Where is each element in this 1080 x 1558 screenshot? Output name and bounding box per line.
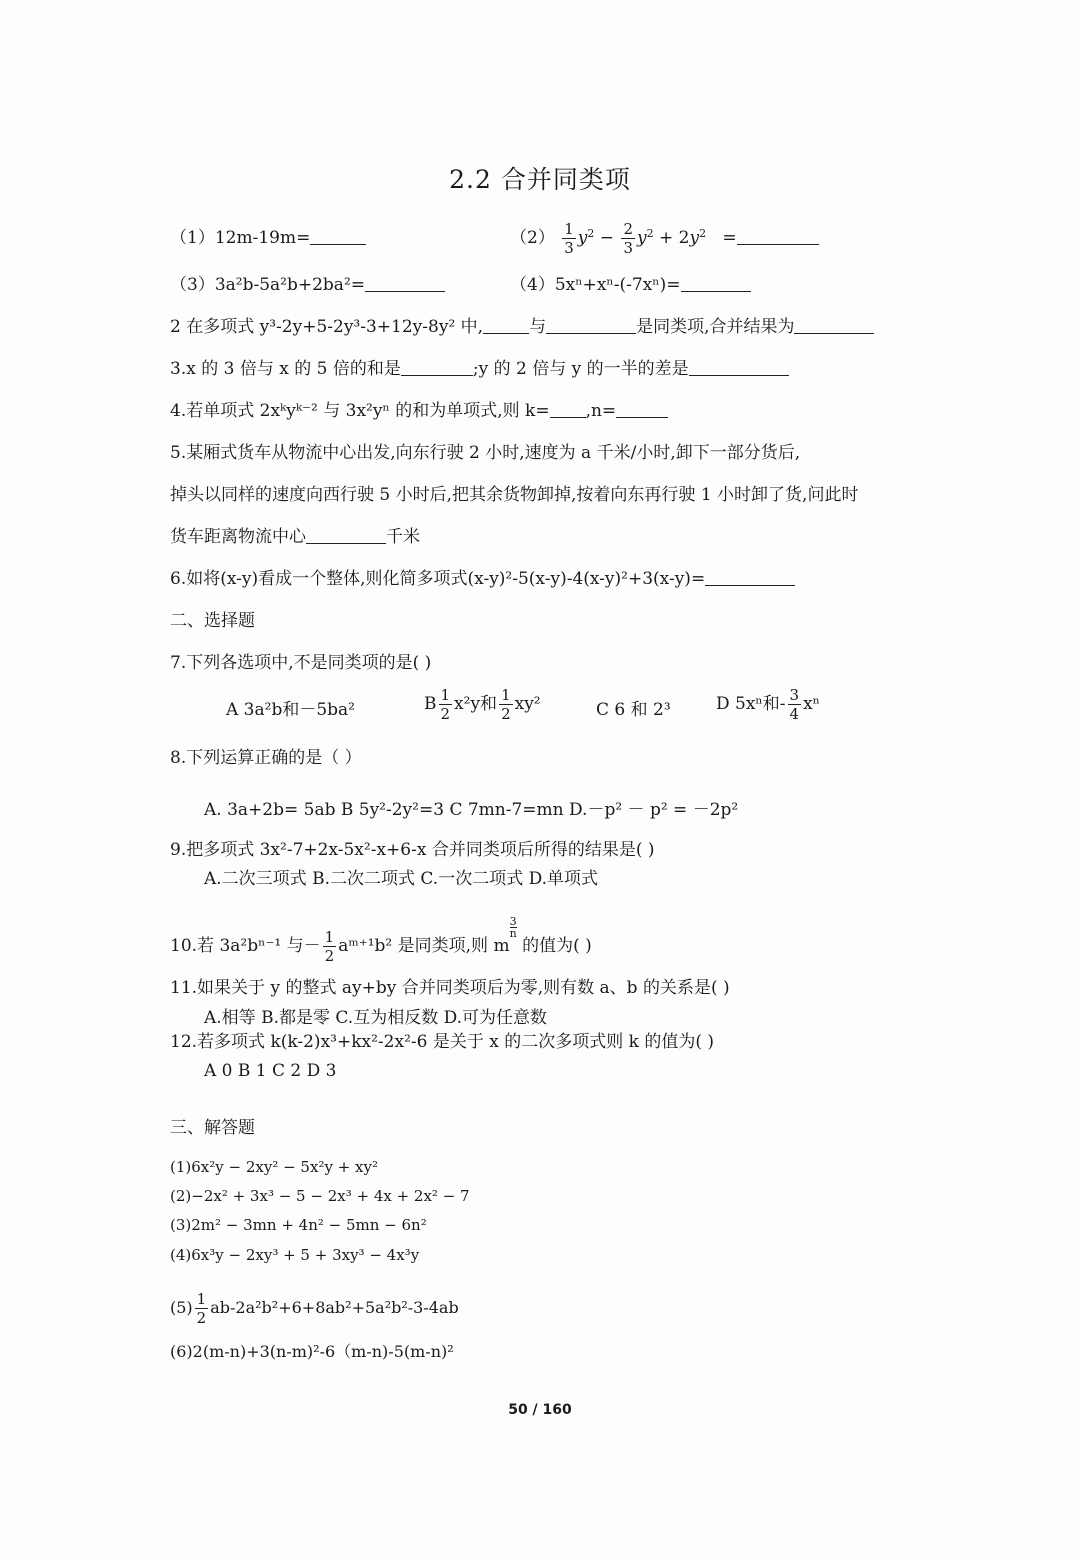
answer-blank[interactable] bbox=[365, 273, 445, 292]
q7-option-a: A 3a²b和－5ba² bbox=[226, 700, 355, 720]
answer-blank[interactable] bbox=[401, 357, 473, 376]
section-2-heading: 二、选择题 bbox=[170, 611, 255, 631]
answer-blank[interactable] bbox=[616, 399, 668, 418]
q7-option-b: B $\frac{1}{2}$ x²y和 $\frac{1}{2}$ xy² bbox=[424, 686, 541, 723]
q12-options: A 0 B 1 C 2 D 3 bbox=[204, 1061, 337, 1081]
solve-item-1: (1)6x²y − 2xy² − 5x²y + xy² bbox=[170, 1158, 378, 1176]
q7-option-c: C 6 和 2³ bbox=[596, 700, 671, 720]
q1-part2: （2） $\frac{1}{3}$ $y^2$ − $\frac{2}{3}$ $y^2 + 2y^2$ = bbox=[510, 220, 819, 257]
answer-blank[interactable] bbox=[681, 273, 751, 292]
question-4: 4.若单项式 2xᵏyᵏ⁻² 与 3x²yⁿ 的和为单项式,则 k= ,n= bbox=[170, 399, 668, 423]
solve-item-2: (2)−2x² + 3x³ − 5 − 2x³ + 4x + 2x² − 7 bbox=[170, 1187, 470, 1205]
q1-part4: （4）5xⁿ+xⁿ-(-7xⁿ)= bbox=[510, 273, 751, 297]
question-3: 3.x 的 3 倍与 x 的 5 倍的和是 ;y 的 2 倍与 y 的一半的差是 bbox=[170, 357, 789, 381]
question-12-stem: 12.若多项式 k(k-2)x³+kx²-2x²-6 是关于 x 的二次多项式则 k 的值为( ) bbox=[170, 1032, 715, 1052]
question-9-stem: 9.把多项式 3x²-7+2x-5x²-x+6-x 合并同类项后所得的结果是( ) bbox=[170, 840, 655, 860]
question-7-stem: 7.下列各选项中,不是同类项的是( ) bbox=[170, 653, 432, 673]
q1-part1: （1）12m-19m= bbox=[170, 226, 366, 250]
question-2: 2 在多项式 y³-2y+5-2y³-3+12y-8y² 中, 与 是同类项,合并结果为 bbox=[170, 315, 874, 339]
q7-option-d: D 5xⁿ和- $\frac{3}{4}$ xⁿ bbox=[716, 686, 821, 723]
question-5-line2: 掉头以同样的速度向西行驶 5 小时后,把其余货物卸掉,按着向东再行驶 1 小时卸了货,问此时 bbox=[170, 485, 859, 505]
solve-item-6: (6)2(m-n)+3(n-m)²-6（m-n)-5(m-n)² bbox=[170, 1342, 454, 1361]
answer-blank[interactable] bbox=[310, 226, 366, 245]
answer-blank[interactable] bbox=[689, 357, 789, 376]
question-5-line3: 货车距离物流中心 千米 bbox=[170, 527, 420, 547]
answer-blank[interactable] bbox=[306, 525, 386, 544]
question-6: 6.如将(x-y)看成一个整体,则化简多项式(x-y)²-5(x-y)-4(x-y)²+3(x-y)= bbox=[170, 567, 795, 591]
solve-item-4: (4)6x³y − 2xy³ + 5 + 3xy³ − 4x³y bbox=[170, 1246, 420, 1264]
page-number: 50 / 160 bbox=[508, 1402, 572, 1418]
question-5-line1: 5.某厢式货车从物流中心出发,向东行驶 2 小时,速度为 a 千米/小时,卸下一部分货后, bbox=[170, 443, 801, 463]
answer-blank[interactable] bbox=[794, 315, 874, 334]
question-8-stem: 8.下列运算正确的是（ ） bbox=[170, 748, 362, 768]
solve-item-3: (3)2m² − 3mn + 4n² − 5mn − 6n² bbox=[170, 1216, 427, 1234]
answer-blank[interactable] bbox=[737, 226, 819, 245]
q1-part3: （3）3a²b-5a²b+2ba²= bbox=[170, 273, 445, 297]
q8-options: A. 3a+2b= 5ab B 5y²-2y²=3 C 7mn-7=mn D.－p² － p² = －2p² bbox=[204, 800, 739, 820]
q11-options: A.相等 B.都是零 C.互为相反数 D.可为任意数 bbox=[204, 1008, 548, 1028]
solve-item-5: (5) $\frac{1}{2}$ ab-2a²b²+6+8ab²+5a²b²-3-4ab bbox=[170, 1290, 459, 1327]
section-3-heading: 三、解答题 bbox=[170, 1118, 255, 1138]
question-11-stem: 11.如果关于 y 的整式 ay+by 合并同类项后为零,则有数 a、b 的关系是( ) bbox=[170, 978, 730, 998]
question-10: 10.若 3a²bⁿ⁻¹ 与－ $\frac{1}{2}$ aᵐ⁺¹b² 是同类项,则 m $\frac{3}{n}$ 的值为( ) bbox=[170, 915, 592, 965]
answer-blank[interactable] bbox=[546, 315, 636, 334]
answer-blank[interactable] bbox=[705, 567, 795, 586]
answer-blank[interactable] bbox=[483, 315, 529, 334]
page-title: 2.2 合并同类项 bbox=[449, 165, 631, 194]
answer-blank[interactable] bbox=[550, 399, 586, 418]
q9-options: A.二次三项式 B.二次二项式 C.一次二项式 D.单项式 bbox=[204, 869, 599, 889]
